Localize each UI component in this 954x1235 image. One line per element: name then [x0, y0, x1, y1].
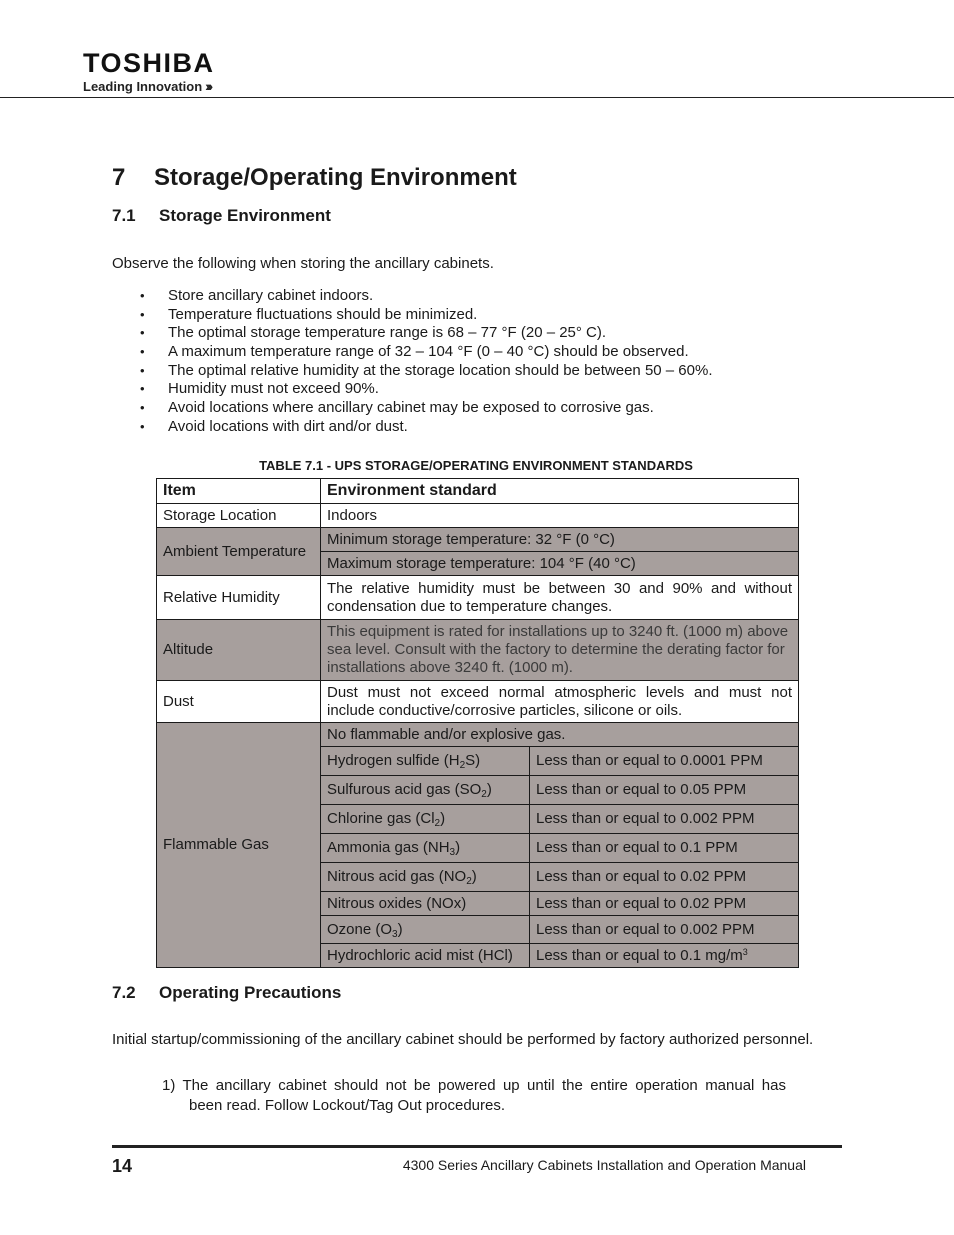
operating-step-1: [162, 1076, 786, 1115]
table-row: [157, 681, 799, 723]
bullet-icon: •: [140, 362, 145, 378]
row-item: Storage Location: [157, 504, 321, 528]
table-caption: TABLE 7.1 - UPS STORAGE/OPERATING ENVIRONMENT STANDARDS: [259, 458, 693, 473]
bullet-icon: •: [140, 325, 145, 341]
gas-name: Ammonia gas $(NH_3)$: [321, 834, 530, 863]
list-item-text: The optimal relative humidity at the storage location should be between 50 – 60%.: [168, 361, 713, 379]
storage-bullet-list: [140, 287, 713, 437]
storage-title: Storage Environment: [159, 206, 331, 225]
gas-name: Hydrochloric acid mist (HCl): [321, 944, 530, 968]
logo-tagline: [83, 78, 210, 94]
table-row: [157, 723, 799, 747]
gas-limit: Less than or equal to 0.02 PPM: [530, 863, 799, 892]
row-value: Indoors: [321, 504, 799, 528]
column-header-standard: Environment standard: [321, 479, 799, 504]
row-item: Relative Humidity: [157, 576, 321, 620]
gas-limit: Less than or equal to 0.0001 PPM: [530, 747, 799, 776]
row-value: Maximum storage temperature: 104 °F (40 °C): [321, 552, 799, 576]
storage-heading: [112, 206, 331, 226]
toshiba-logo: TOSHIBA: [83, 48, 215, 78]
bullet-icon: •: [140, 288, 145, 303]
list-item: [140, 362, 713, 381]
header-divider: [0, 97, 954, 98]
list-item-text: Temperature fluctuations should be minimized.: [168, 305, 478, 323]
row-value: Dust must not exceed normal atmospheric levels and must not include conductive/corrosive particles, silicone or oils.: [321, 681, 799, 723]
row-value: This equipment is rated for installations up to 3240 ft. (1000 m) above sea level. Consult with the factory to determine the derating factor for installations above 3240 ft. (1000 m).: [321, 620, 799, 681]
list-item: [140, 287, 713, 306]
section-heading: [112, 164, 517, 192]
list-item: [140, 306, 713, 325]
gas-name: Nitrous acid gas $(NO_2)$: [321, 863, 530, 892]
bullet-icon: •: [140, 344, 145, 360]
bullet-icon: •: [140, 306, 145, 322]
gas-name: Sulfurous acid gas $(SO_2)$: [321, 776, 530, 805]
row-item: Flammable Gas: [157, 723, 321, 968]
list-item-text: The optimal storage temperature range is 68 – 77 °F (20 – 25° C).: [168, 324, 607, 342]
bullet-icon: •: [140, 381, 145, 397]
list-item: [140, 380, 713, 399]
list-item-text: A maximum temperature range of 32 – 104 °F (0 – 40 °C) should be observed.: [168, 343, 689, 361]
table-row: [157, 576, 799, 620]
table-header-row: [157, 479, 799, 504]
gas-name: Ozone $(O_3)$: [321, 916, 530, 944]
column-header-item: Item: [157, 479, 321, 504]
storage-intro: Observe the following when storing the ancillary cabinets.: [112, 255, 494, 272]
list-item-text: Humidity must not exceed 90%.: [168, 380, 379, 398]
environment-standards-table: [156, 478, 799, 968]
list-item-text: Avoid locations where ancillary cabinet may be exposed to corrosive gas.: [168, 399, 654, 417]
operating-title: Operating Precautions: [159, 983, 342, 1002]
storage-number: 7.1: [112, 206, 136, 225]
list-item: [140, 324, 713, 343]
step-text-line-1: 1) The ancillary cabinet should not be powered up until the entire operation manual has: [162, 1077, 786, 1094]
table-row: [157, 504, 799, 528]
manual-title: 4300 Series Ancillary Cabinets Installation and Operation Manual: [402, 1157, 806, 1173]
list-item-text: Store ancillary cabinet indoors.: [168, 287, 374, 304]
list-item: [140, 418, 713, 437]
gas-limit: Less than or equal to 0.1 PPM: [530, 834, 799, 863]
page-number: 14: [112, 1156, 133, 1176]
section-number: 7: [112, 164, 126, 191]
bullet-icon: •: [140, 400, 145, 416]
gas-name: Hydrogen sulfide $(H_2S)$: [321, 747, 530, 776]
table-row: [157, 528, 799, 552]
row-value: Minimum storage temperature: 32 °F (0 °C): [321, 528, 799, 552]
list-item-text: Avoid locations with dirt and/or dust.: [168, 417, 408, 435]
operating-number: 7.2: [112, 983, 136, 1002]
row-item: Altitude: [157, 620, 321, 681]
tagline-text: Leading Innovation: [83, 79, 203, 94]
operating-heading: [112, 983, 341, 1003]
step-text-line-2: been read. Follow Lockout/Tag Out procedures.: [189, 1096, 506, 1114]
gas-name: Chlorine gas $(Cl_2)$: [321, 805, 530, 834]
bullet-icon: •: [140, 418, 145, 434]
gas-limit: Less than or equal to 0.002 PPM: [530, 805, 799, 834]
list-item: [140, 399, 713, 418]
gas-name: Nitrous oxides (NOx): [321, 892, 530, 916]
operating-intro: Initial startup/commissioning of the ancillary cabinet should be performed by factory authorized personnel.: [112, 1031, 814, 1048]
row-item: Ambient Temperature: [157, 528, 321, 576]
section-title: Storage/Operating Environment: [154, 164, 517, 191]
gas-limit: Less than or equal to 0.02 PPM: [530, 892, 799, 916]
gas-limit: Less than or equal to 0.002 PPM: [530, 916, 799, 944]
table-row: [157, 620, 799, 681]
row-value: The relative humidity must be between 30 and 90% and without condensation due to temperature changes.: [321, 576, 799, 620]
footer-divider: [112, 1145, 842, 1148]
row-item: Dust: [157, 681, 321, 723]
gas-limit: Less than or equal to 0.1 $mg/m^3$: [530, 944, 799, 968]
chevrons-icon: ›››: [205, 78, 211, 94]
row-value: No flammable and/or explosive gas.: [321, 723, 799, 747]
gas-limit: Less than or equal to 0.05 PPM: [530, 776, 799, 805]
list-item: [140, 343, 713, 362]
